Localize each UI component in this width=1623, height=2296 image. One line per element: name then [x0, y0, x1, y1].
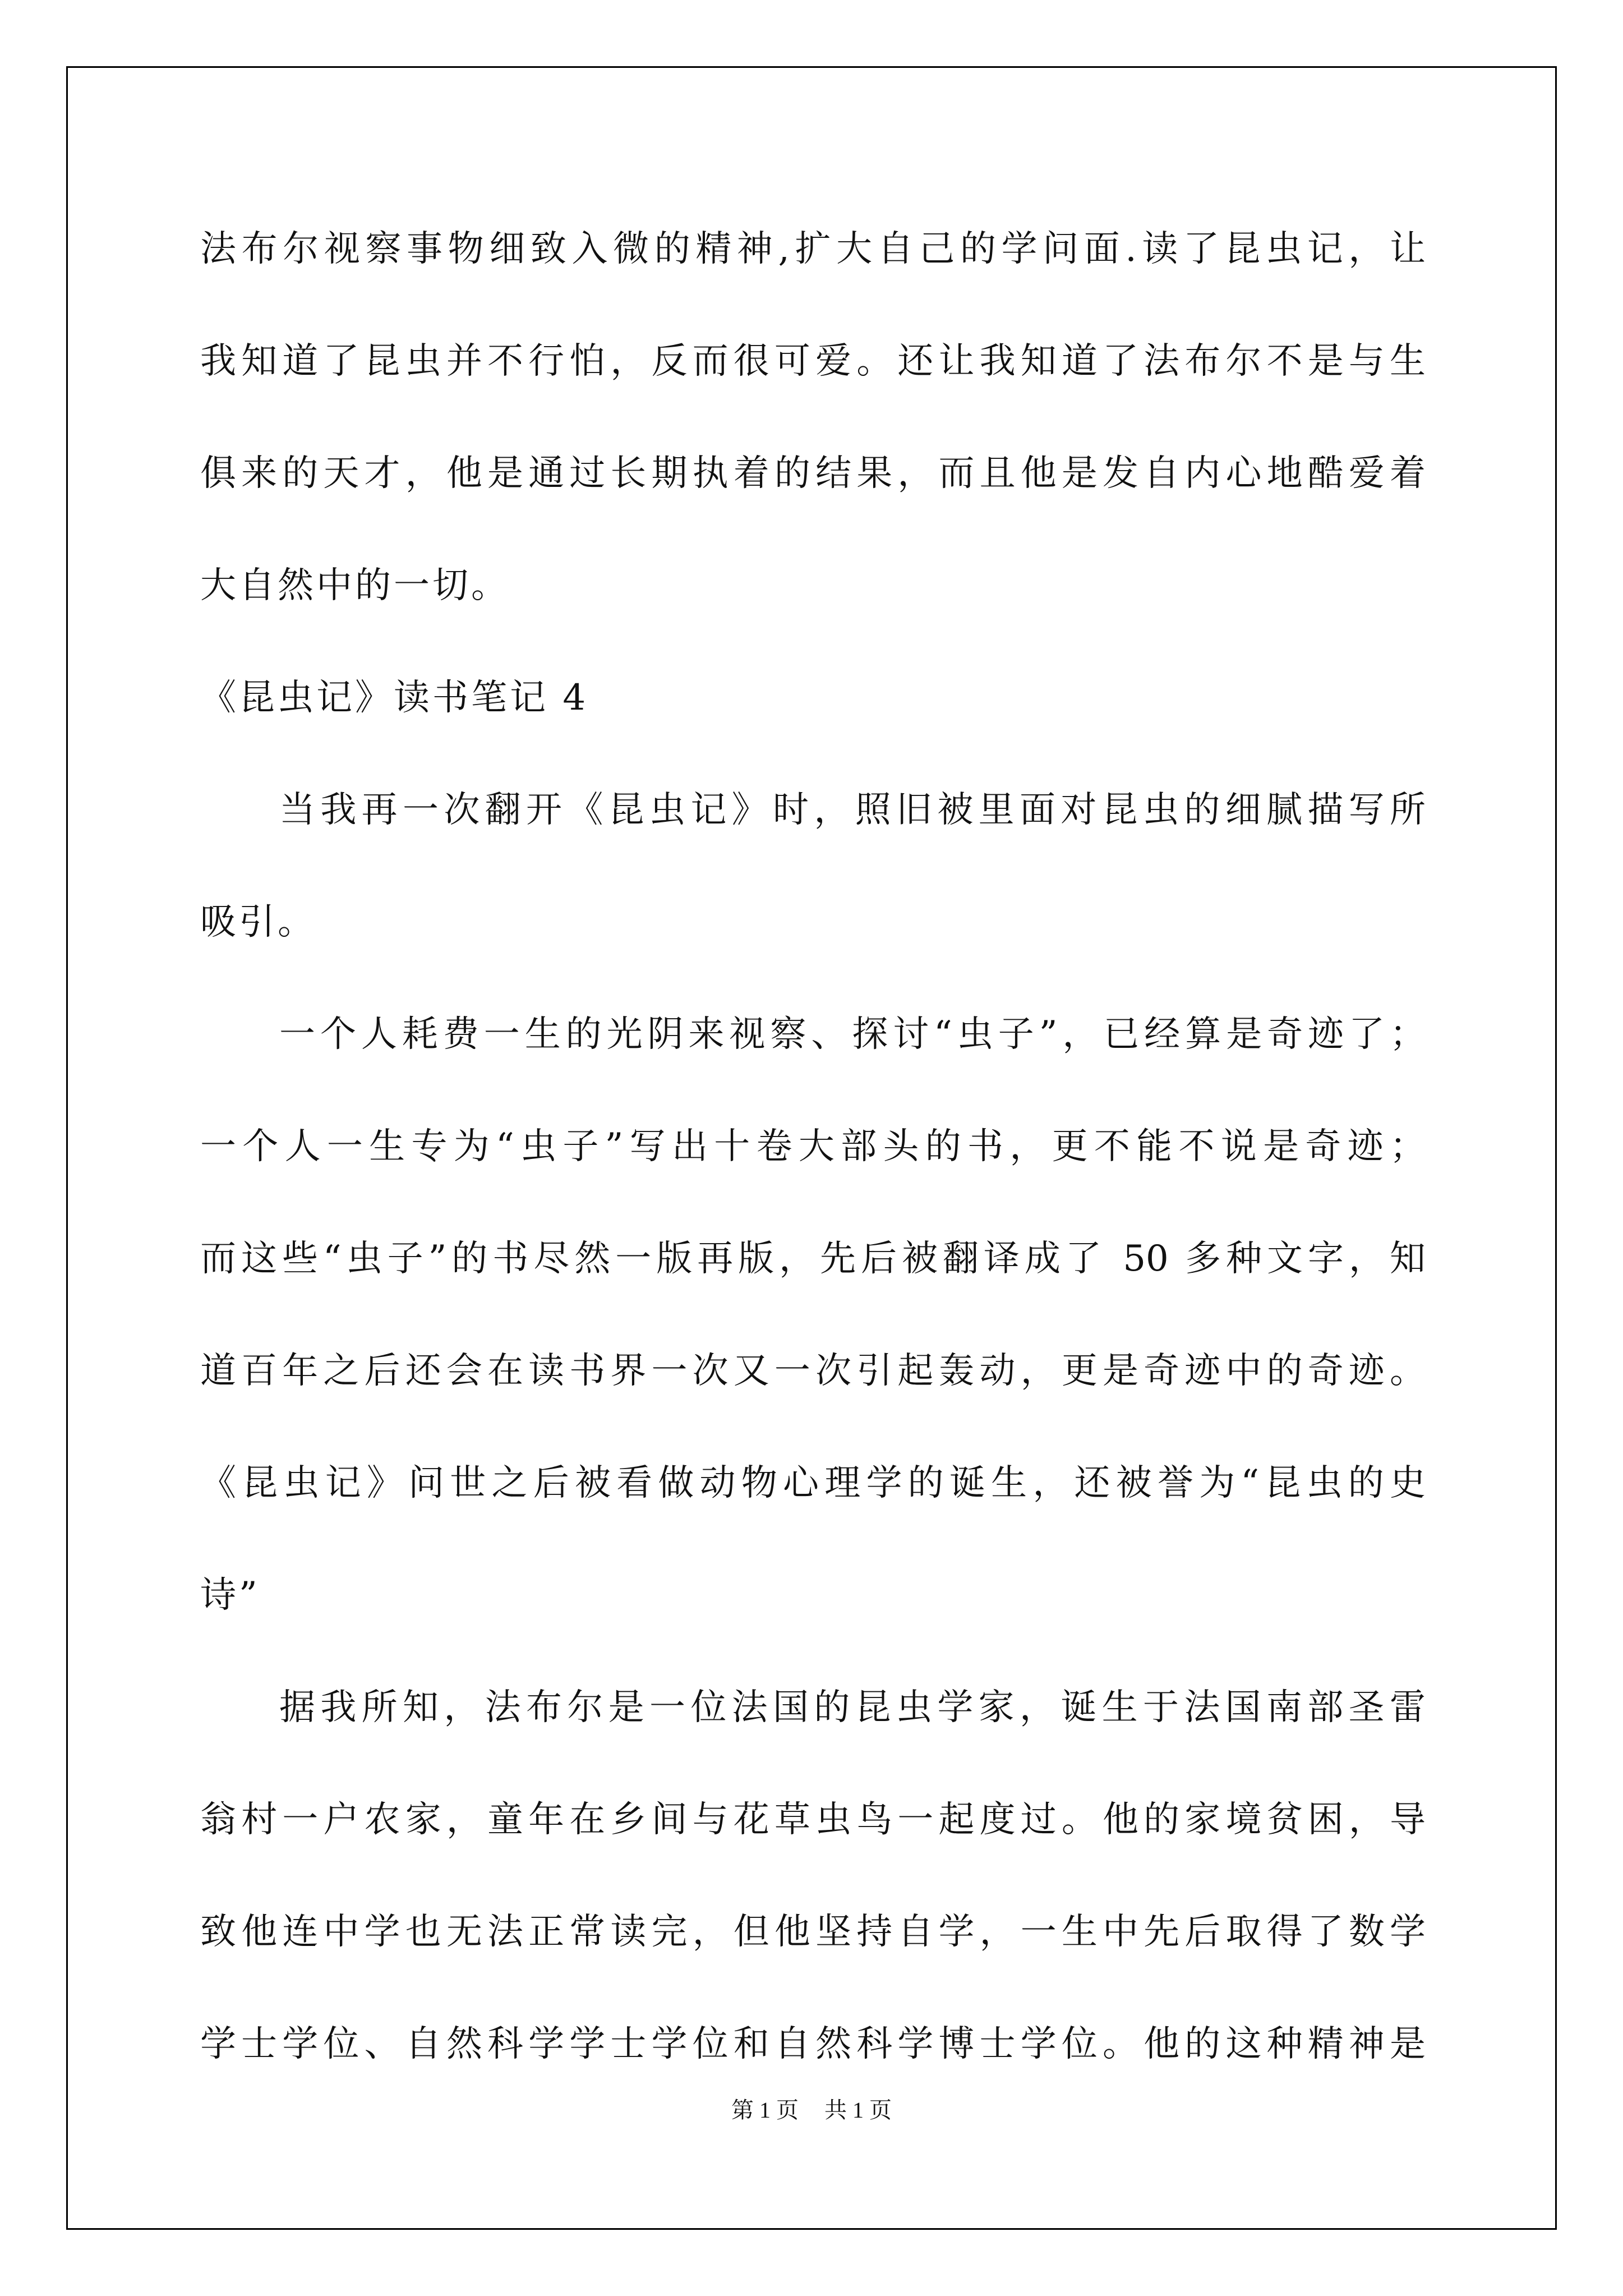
body-line-8: 一个人耗费一生的光阴来视察、探讨“虫子”，已经算是奇迹了；: [279, 1014, 1426, 1055]
body-line-2: 我知道了昆虫并不行怕，反而很可爱。还让我知道了法布尔不是与生: [200, 341, 1426, 382]
body-line-15: 翁村一户农家，童年在乡间与花草虫鸟一起度过。他的家境贫困，导: [200, 1799, 1426, 1841]
page-footer: [0, 2099, 1623, 2122]
body-line-1: 法布尔视察事物细致入微的精神,扩大自己的学问面.读了昆虫记，让: [200, 228, 1426, 270]
body-line-11: 道百年之后还会在读书界一次又一次引起轰动，更是奇迹中的奇迹。: [200, 1350, 1426, 1392]
body-line-14: 据我所知，法布尔是一位法国的昆虫学家，诞生于法国南部圣雷: [279, 1687, 1426, 1728]
page-total: 共 1 页: [824, 2097, 892, 2123]
section-heading: 《昆虫记》读书笔记 4: [200, 677, 589, 719]
body-line-7: 吸引。: [200, 901, 316, 943]
body-line-9: 一个人一生专为“虫子”写出十卷大部头的书，更不能不说是奇迹；: [200, 1126, 1426, 1167]
body-line-10: 而这些“虫子”的书尽然一版再版，先后被翻译成了 50 多种文字，知: [200, 1238, 1426, 1280]
body-line-6: 当我再一次翻开《昆虫记》时，照旧被里面对昆虫的细腻描写所: [279, 789, 1426, 831]
body-line-16: 致他连中学也无法正常读完，但他坚持自学，一生中先后取得了数学: [200, 1911, 1426, 1953]
body-line-4: 大自然中的一切。: [200, 565, 510, 606]
body-line-12: 《昆虫记》问世之后被看做动物心理学的诞生，还被誉为“昆虫的史: [200, 1462, 1426, 1504]
body-line-3: 俱来的天才，他是通过长期执着的结果，而且他是发自内心地酷爱着: [200, 453, 1426, 494]
page-number: 第 1 页: [731, 2097, 799, 2123]
body-line-17: 学士学位、自然科学学士学位和自然科学博士学位。他的这种精神是: [200, 2023, 1426, 2065]
body-line-13: 诗”: [200, 1575, 260, 1616]
